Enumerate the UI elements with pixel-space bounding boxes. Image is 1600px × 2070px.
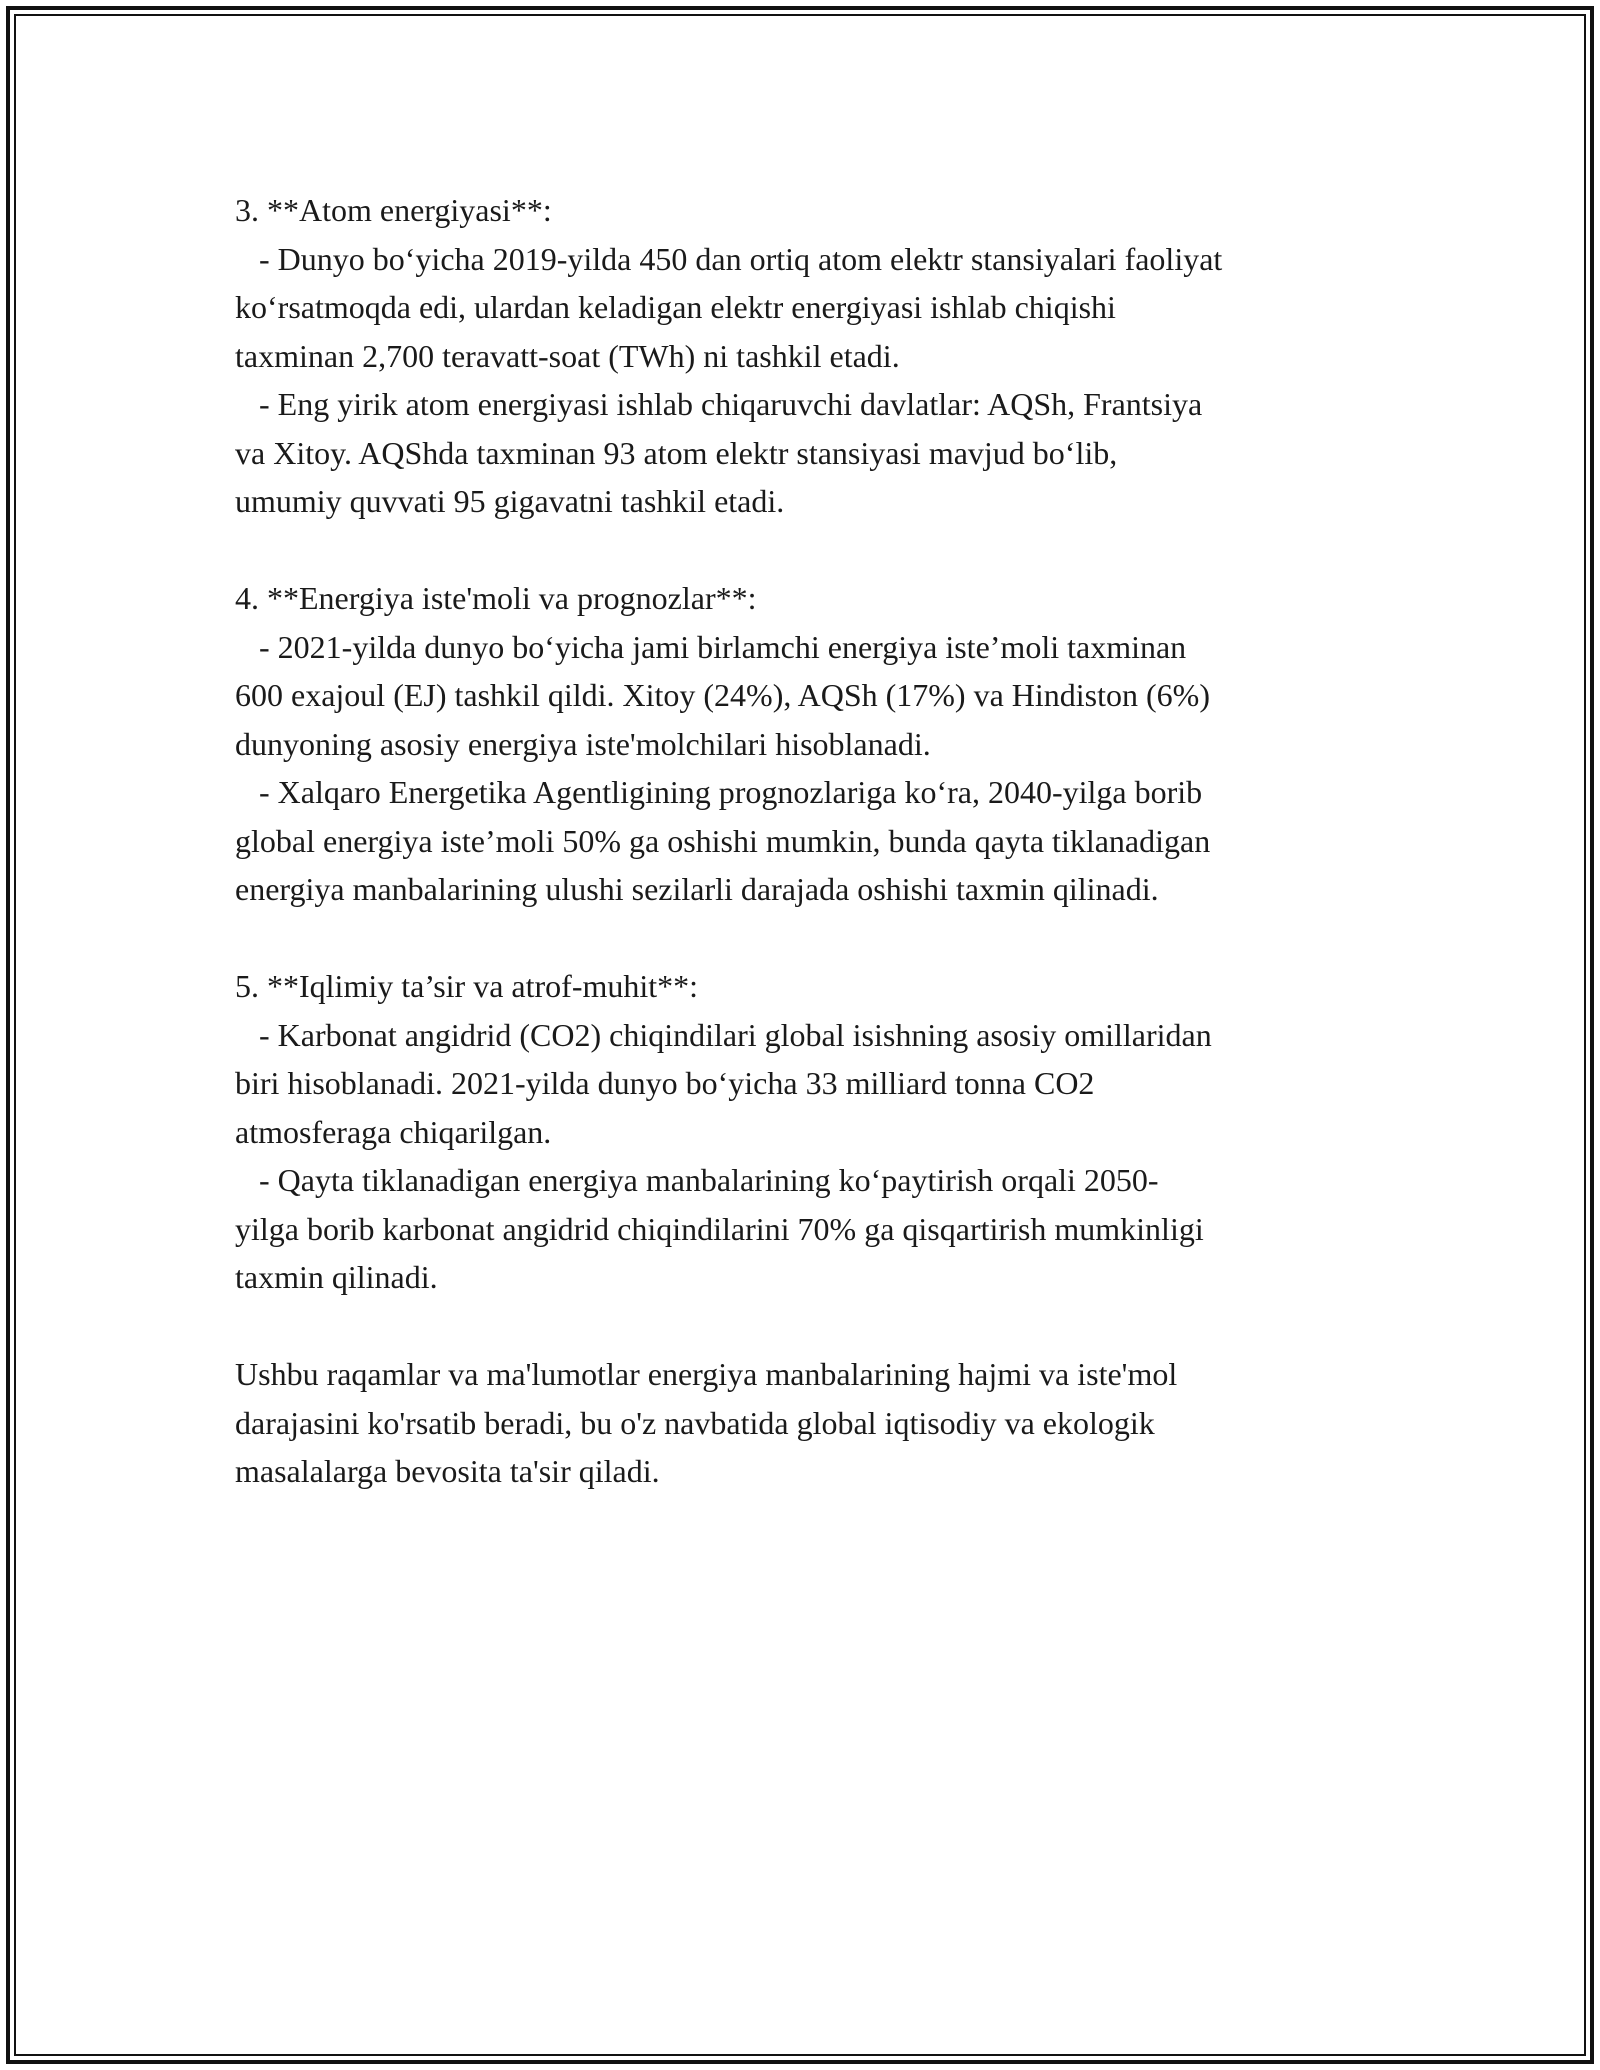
text-line: biri hisoblanadi. 2021-yilda dunyo bo‘yicha 33 milliard tonna CO2	[235, 1065, 1095, 1101]
section-heading: 3. **Atom energiyasi**:	[235, 192, 552, 228]
text-line: - Eng yirik atom energiyasi ishlab chiqaruvchi davlatlar: AQSh, Frantsiya	[235, 386, 1203, 422]
section-heading: 4. **Energiya iste'moli va prognozlar**:	[235, 580, 757, 616]
text-line: masalalarga bevosita ta'sir qiladi.	[235, 1453, 660, 1489]
text-line: taxmin qilinadi.	[235, 1259, 438, 1295]
text-line: - Karbonat angidrid (CO2) chiqindilari global isishning asosiy omillaridan	[235, 1016, 1212, 1053]
text-line: atmosferaga chiqarilgan.	[235, 1113, 552, 1150]
paragraph-spacer	[235, 526, 1385, 575]
paragraph-spacer	[235, 1302, 1385, 1351]
text-line: dunyoning asosiy energiya iste'molchilari hisoblanadi.	[235, 725, 931, 762]
text-line: ko‘rsatmoqda edi, ulardan keladigan elektr energiyasi ishlab chiqishi	[235, 289, 1116, 325]
text-line: yilga borib karbonat angidrid chiqindilarini 70% ga qisqartirish mumkinligi	[235, 1210, 1204, 1247]
section-energy-consumption	[235, 574, 1385, 914]
text-line: umumiy quvvati 95 gigavatni tashkil etadi.	[235, 483, 785, 519]
document-body	[235, 186, 1385, 1496]
section-heading: 5. **Iqlimiy ta’sir va atrof-muhit**:	[235, 968, 699, 1004]
section-conclusion	[235, 1350, 1385, 1496]
text-line: - Qayta tiklanadigan energiya manbalarining ko‘paytirish orqali 2050-	[235, 1162, 1159, 1198]
text-line: energiya manbalarining ulushi sezilarli darajada oshishi taxmin qilinadi.	[235, 871, 1159, 907]
section-atom-energy	[235, 186, 1385, 526]
text-line: - Xalqaro Energetika Agentligining prognozlariga ko‘ra, 2040-yilga borib	[235, 774, 1203, 810]
section-climate-impact	[235, 962, 1385, 1302]
text-line: - Dunyo bo‘yicha 2019-yilda 450 dan ortiq atom elektr stansiyalari faoliyat	[235, 240, 1223, 277]
text-line: Ushbu raqamlar va ma'lumotlar energiya manbalarining hajmi va iste'mol	[235, 1356, 1178, 1392]
text-line: va Xitoy. AQShda taxminan 93 atom elektr stansiyasi mavjud bo‘lib,	[235, 434, 1118, 471]
text-line: taxminan 2,700 teravatt-soat (TWh) ni tashkil etadi.	[235, 337, 900, 374]
paragraph-spacer	[235, 914, 1385, 963]
text-line: darajasini ko'rsatib beradi, bu o'z navbatida global iqtisodiy va ekologik	[235, 1404, 1155, 1441]
text-line: - 2021-yilda dunyo bo‘yicha jami birlamchi energiya iste’moli taxminan	[235, 628, 1187, 665]
text-line: 600 exajoul (EJ) tashkil qildi. Xitoy (24%), AQSh (17%) va Hindiston (6%)	[235, 677, 1210, 713]
text-line: global energiya iste’moli 50% ga oshishi mumkin, bunda qayta tiklanadigan	[235, 822, 1211, 859]
